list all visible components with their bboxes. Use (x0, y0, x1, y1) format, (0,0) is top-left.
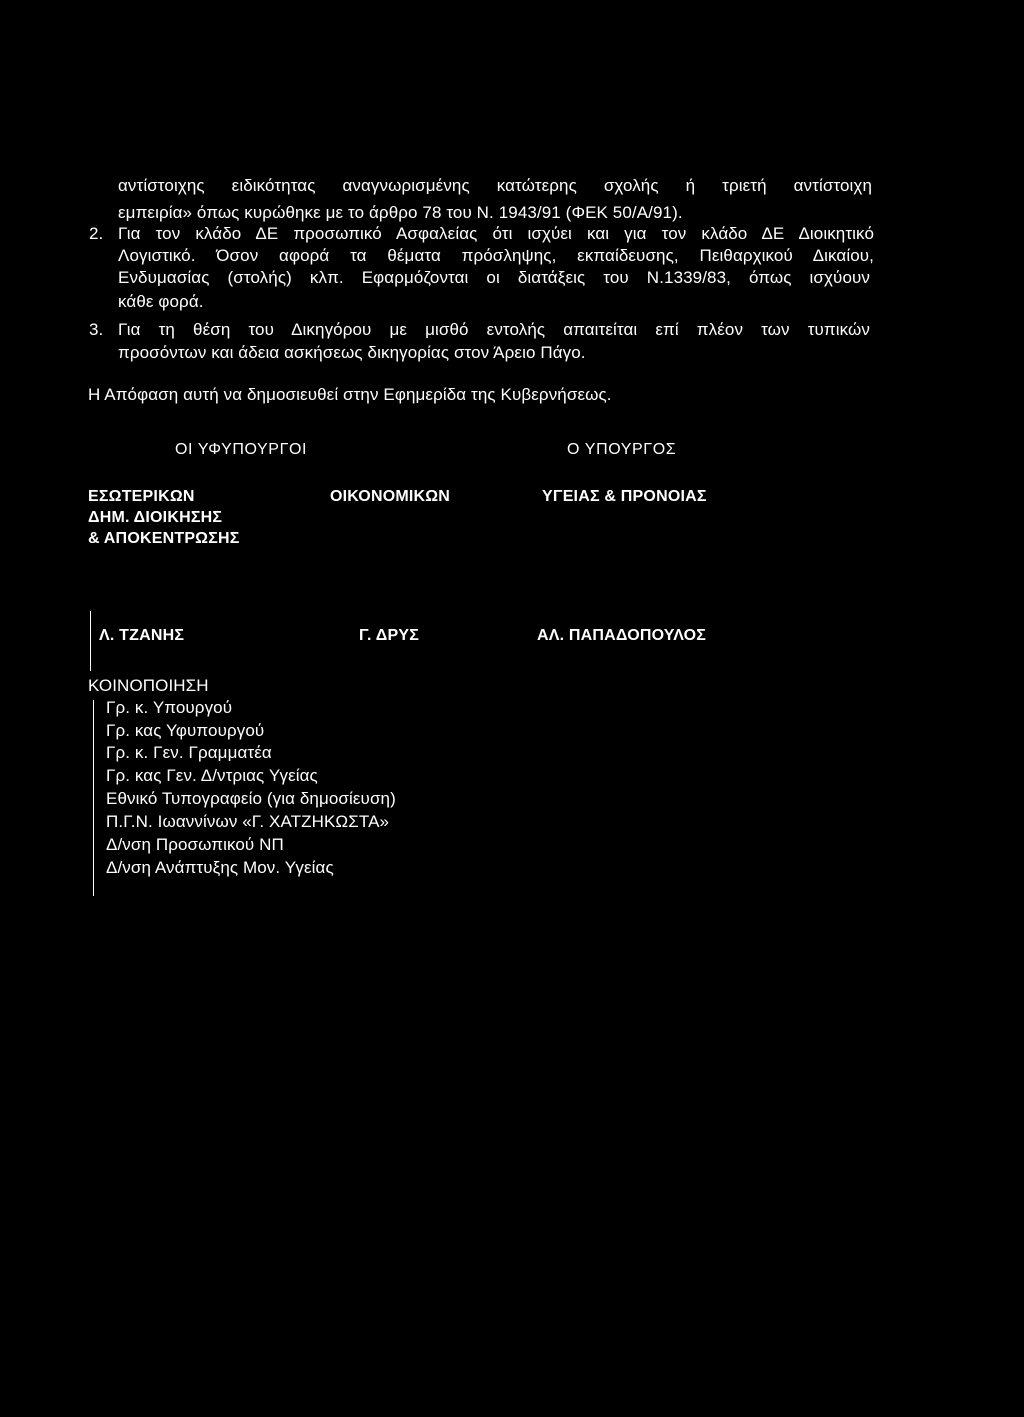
distribution-item-1: Γρ. κ. Υπουργού (106, 698, 233, 717)
body-line-2: εμπειρία» όπως κυρώθηκε με το άρθρο 78 του Ν. 1943/91 (ΦΕΚ 50/Α/91). (118, 203, 683, 222)
distribution-item-3: Γρ. κ. Γεν. Γραμματέα (106, 743, 272, 762)
ministry-interior-line2: ΔΗΜ. ΔΙΟΙΚΗΣΗΣ (88, 509, 223, 526)
minister-heading: Ο ΥΠΟΥΡΓΟΣ (567, 441, 677, 458)
body-line-6: κάθε φορά. (118, 292, 204, 311)
distribution-item-7: Δ/νση Προσωπικού ΝΠ (106, 835, 284, 854)
body-line-3: Για τον κλάδο ΔΕ προσωπικό Ασφαλείας ότι ισχύει και για τον κλάδο ΔΕ Διοικητικό (118, 224, 874, 243)
ministry-interior-line1: ΕΣΩΤΕΡΙΚΩΝ (88, 488, 195, 505)
publication-note: Η Απόφαση αυτή να δημοσιευθεί στην Εφημερίδα της Κυβερνήσεως. (88, 385, 612, 404)
body-line-4: Λογιστικό. Όσον αφορά τα θέματα πρόσληψης, εκπαίδευσης, Πειθαρχικού Δικαίου, (118, 246, 874, 265)
signatory-name-3: ΑΛ. ΠΑΠΑΔΟΠΟΥΛΟΣ (537, 627, 707, 644)
ministry-interior-line3: & ΑΠΟΚΕΝΤΡΩΣΗΣ (88, 530, 240, 547)
signatory-name-1: Λ. ΤΖΑΝΗΣ (99, 627, 185, 644)
body-line-5: Ενδυμασίας (στολής) κλπ. Εφαρμόζονται οι διατάξεις του Ν.1339/83, όπως ισχύουν (118, 268, 870, 287)
item-number-2: 2. (89, 224, 104, 243)
body-line-8: προσόντων και άδεια ασκήσεως δικηγορίας στον Άρειο Πάγο. (118, 343, 586, 362)
distribution-heading: ΚΟΙΝΟΠΟΙΗΣΗ (88, 676, 209, 695)
signatory-name-2: Γ. ΔΡΥΣ (359, 627, 420, 644)
distribution-item-2: Γρ. κας Υφυπουργού (106, 721, 265, 740)
distribution-item-4: Γρ. κας Γεν. Δ/ντριας Υγείας (106, 766, 318, 785)
deputy-ministers-heading: ΟΙ ΥΦΥΠΟΥΡΓΟΙ (175, 441, 308, 458)
ministry-finance: ΟΙΚΟΝΟΜΙΚΩΝ (330, 488, 451, 505)
item-number-3: 3. (89, 320, 104, 339)
margin-mark-bottom (93, 700, 94, 896)
distribution-item-6: Π.Γ.Ν. Ιωαννίνων «Γ. ΧΑΤΖΗΚΩΣΤΑ» (106, 812, 390, 831)
body-line-1: αντίστοιχης ειδικότητας αναγνωρισμένης κατώτερης σχολής ή τριετή αντίστοιχη (118, 176, 872, 195)
ministry-health: ΥΓΕΙΑΣ & ΠΡΟΝΟΙΑΣ (542, 488, 707, 505)
distribution-item-5: Εθνικό Τυπογραφείο (για δημοσίευση) (106, 789, 396, 808)
margin-mark-top (90, 611, 91, 671)
body-line-7: Για τη θέση του Δικηγόρου με μισθό εντολής απαιτείται επί πλέον των τυπικών (118, 320, 870, 339)
distribution-item-8: Δ/νση Ανάπτυξης Μον. Υγείας (106, 858, 334, 877)
